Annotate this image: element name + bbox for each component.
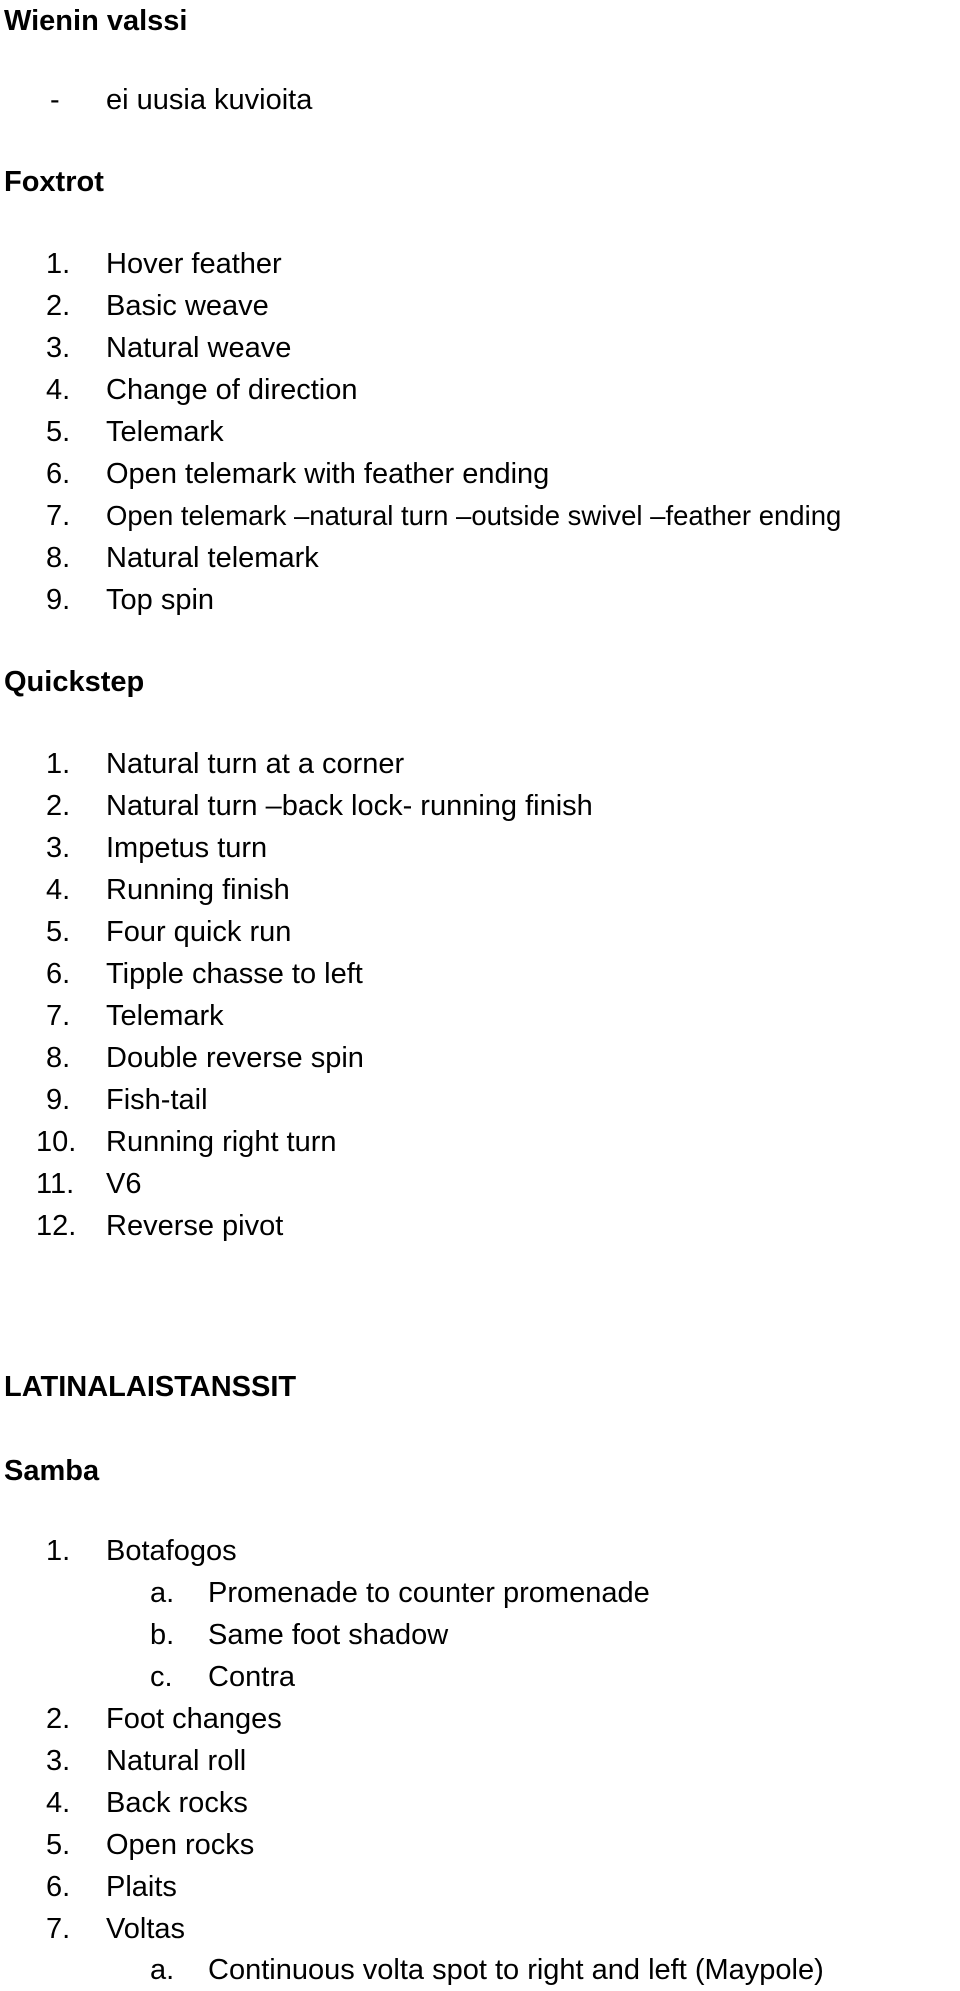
list-marker: 1. [46,748,71,780]
list-marker: 3. [46,1745,71,1777]
section-heading-latinalaistanssit: LATINALAISTANSSIT [4,1371,297,1403]
list-item-text: Natural turn at a corner [106,748,405,780]
list-item-text: Four quick run [106,916,292,948]
list-item-text: Natural weave [106,332,292,364]
list-marker: 3. [46,332,71,364]
list-marker: 7. [46,1913,71,1945]
list-item-text: Contra [208,1661,296,1693]
list-item-text: Botafogos [106,1535,237,1567]
list-marker: 6. [46,958,71,990]
list-item-text: Change of direction [106,374,358,406]
list-marker: 9. [46,1084,71,1116]
list-item-text: Voltas [106,1913,185,1945]
list-marker: 3. [46,832,71,864]
list-marker: 6. [46,458,71,490]
list-marker: 2. [46,790,71,822]
list-marker: a. [150,1954,175,1986]
list-item-text: Basic weave [106,290,269,322]
list-item-text: Back rocks [106,1787,248,1819]
list-marker: - [50,84,60,116]
list-marker: 1. [46,248,71,280]
list-item-text: Open telemark –natural turn –outside swivel –feather ending [106,500,842,531]
list-marker: 12. [36,1210,77,1242]
section-heading-samba: Samba [4,1455,100,1487]
list-marker: 6. [46,1871,71,1903]
list-item-text: Natural turn –back lock- running finish [106,790,593,822]
list-marker: 4. [46,374,71,406]
list-marker: 2. [46,290,71,322]
list-item-text: Tipple chasse to left [106,958,363,990]
list-marker: c. [150,1661,173,1693]
section-heading-wienin-valssi: Wienin valssi [4,5,188,37]
list-marker: 7. [46,500,71,532]
list-marker: 8. [46,1042,71,1074]
list-item-text: Natural telemark [106,542,319,574]
list-marker: 9. [46,584,71,616]
section-heading-foxtrot: Foxtrot [4,166,104,198]
list-item-text: Running right turn [106,1126,337,1158]
list-item-text: V6 [106,1168,142,1200]
list-marker: 4. [46,874,71,906]
list-item-text: Telemark [106,416,224,448]
list-item-text: Natural roll [106,1745,247,1777]
list-item-text: Foot changes [106,1703,282,1735]
section-heading-quickstep: Quickstep [4,666,145,698]
list-item-text: Top spin [106,584,215,616]
list-item-text: Double reverse spin [106,1042,364,1074]
list-marker: 2. [46,1703,71,1735]
list-item-text: Reverse pivot [106,1210,284,1242]
list-item-text: Fish-tail [106,1084,208,1116]
list-marker: 5. [46,916,71,948]
list-item-text: Running finish [106,874,290,906]
list-marker: 7. [46,1000,71,1032]
list-marker: b. [150,1619,175,1651]
list-marker: a. [150,1577,175,1609]
list-item-text: ei uusia kuvioita [106,84,313,116]
list-item-text: Continuous volta spot to right and left (Maypole) [208,1954,824,1986]
list-item-text: Open rocks [106,1829,255,1861]
list-marker: 8. [46,542,71,574]
list-marker: 10. [36,1126,77,1158]
list-item-text: Plaits [106,1871,177,1903]
list-item-text: Impetus turn [106,832,268,864]
list-marker: 4. [46,1787,71,1819]
list-item-text: Open telemark with feather ending [106,458,550,490]
list-item-text: Telemark [106,1000,224,1032]
list-marker: 1. [46,1535,71,1567]
list-item-text: Promenade to counter promenade [208,1577,650,1609]
list-marker: 5. [46,416,71,448]
list-marker: 11. [36,1168,75,1200]
list-item-text: Hover feather [106,248,282,280]
list-item-text: Same foot shadow [208,1619,449,1651]
list-marker: 5. [46,1829,71,1861]
